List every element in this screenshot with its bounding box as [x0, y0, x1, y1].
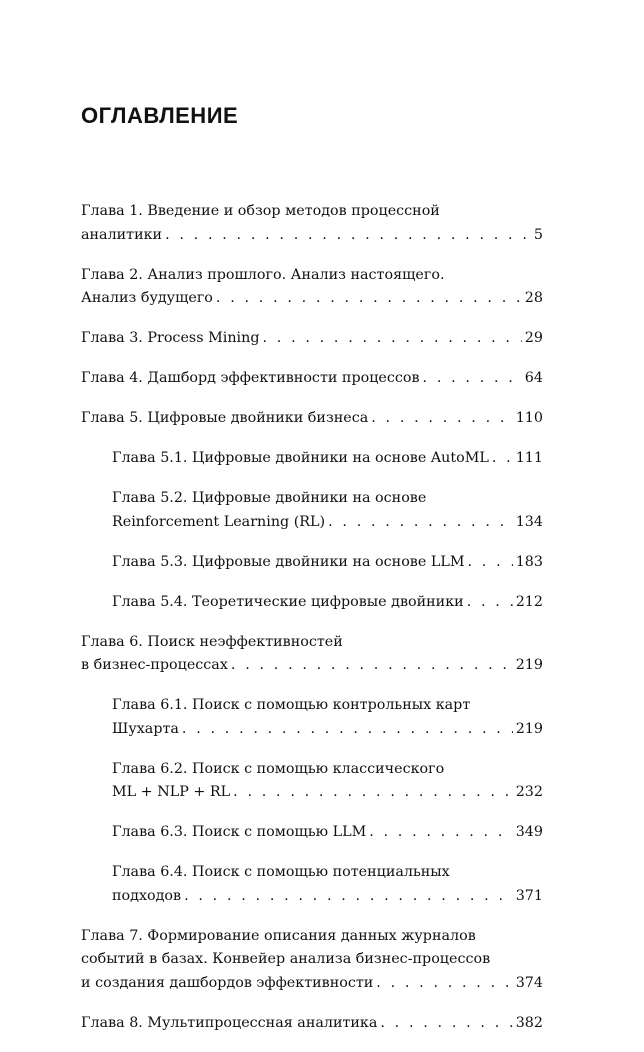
- toc-entry-line: [81, 1012, 543, 1036]
- toc-entry-title: Анализ будущего: [81, 290, 213, 306]
- toc-entry-line: [112, 718, 543, 742]
- dot-leader: [380, 1012, 512, 1036]
- toc-page-number: 349: [515, 824, 543, 840]
- toc-page-number: 232: [515, 784, 543, 800]
- toc-entry-title: Шухарта: [112, 720, 179, 737]
- dot-leader: [182, 718, 513, 742]
- toc-subentry[interactable]: [81, 861, 543, 908]
- toc-subentry[interactable]: [81, 591, 543, 615]
- dot-leader: [467, 591, 513, 615]
- toc-page-number: 382: [515, 1014, 543, 1031]
- toc-entry-title: Глава 5.1. Цифровые двойники на основе AutoML: [112, 450, 489, 466]
- toc-page-number: 219: [515, 657, 543, 673]
- toc-page-number: 219: [515, 720, 543, 737]
- toc-entry-line: событий в базах. Конвейер анализа бизнес-процессов: [81, 951, 491, 967]
- toc-subentry[interactable]: [81, 487, 543, 534]
- toc-entry-line: Глава 2. Анализ прошлого. Анализ настоящего.: [81, 266, 445, 283]
- dot-leader: [369, 821, 512, 845]
- toc-entry-line: [112, 551, 543, 575]
- dot-leader: [376, 972, 512, 996]
- toc-subentry[interactable]: [81, 694, 543, 741]
- dot-leader: [328, 511, 513, 535]
- toc-entry-line: [112, 781, 543, 805]
- dot-leader: [165, 224, 531, 248]
- toc-entry-line: [81, 224, 543, 248]
- toc-page-number: 374: [515, 974, 543, 991]
- toc-entry[interactable]: [81, 264, 543, 311]
- toc-entry-title: и создания дашбордов эффективности: [81, 974, 374, 991]
- toc-entry-title: аналитики: [81, 226, 163, 243]
- dot-leader: [231, 654, 513, 678]
- toc-subentry[interactable]: [81, 551, 543, 575]
- toc-entry[interactable]: [81, 1012, 543, 1036]
- toc-entry-title: Глава 5.3. Цифровые двойники на основе LLM: [112, 553, 465, 570]
- toc-subentry[interactable]: [81, 447, 543, 471]
- dot-leader: [467, 551, 512, 575]
- toc-entry-title: Глава 6.3. Поиск с помощью LLM: [112, 824, 367, 840]
- toc-entry[interactable]: [81, 631, 543, 678]
- toc-entry-line: Глава 7. Формирование описания данных журналов: [81, 927, 476, 944]
- toc-entry-line: Глава 6. Поиск неэффективностей: [81, 633, 343, 650]
- dot-leader: [233, 781, 513, 805]
- dot-leader: [262, 327, 521, 351]
- dot-leader: [216, 287, 522, 311]
- dot-leader: [184, 885, 513, 909]
- toc-entry-title: подходов: [112, 887, 182, 904]
- toc-entry-line: Глава 6.2. Поиск с помощью классического: [112, 760, 445, 777]
- toc-heading: ОГЛАВЛЕНИЕ: [81, 103, 239, 128]
- toc-entry-title: Глава 5.4. Теоретические цифровые двойники: [112, 593, 464, 610]
- table-of-contents: [81, 200, 543, 1052]
- toc-entry[interactable]: [81, 200, 543, 247]
- toc-entry-line: Глава 6.4. Поиск с помощью потенциальных: [112, 864, 450, 880]
- toc-entry-title: Глава 8. Мультипроцессная аналитика: [81, 1014, 378, 1031]
- toc-page-number: 212: [515, 593, 543, 610]
- toc-entry-line: [81, 972, 543, 996]
- toc-entry-title: ML + NLP + RL: [112, 784, 231, 800]
- toc-entry[interactable]: [81, 407, 543, 431]
- toc-entry-line: [112, 447, 543, 471]
- toc-entry-line: [112, 511, 543, 535]
- toc-entry[interactable]: [81, 327, 543, 351]
- toc-subentry[interactable]: [81, 758, 543, 805]
- toc-page-number: 5: [533, 226, 543, 243]
- toc-entry-line: Глава 5.2. Цифровые двойники на основе: [112, 490, 427, 506]
- toc-entry[interactable]: [81, 925, 543, 996]
- toc-page-number: 29: [524, 330, 543, 346]
- toc-entry-title: Глава 5. Цифровые двойники бизнеса: [81, 410, 369, 426]
- toc-entry-line: Глава 6.1. Поиск с помощью контрольных карт: [112, 697, 471, 713]
- toc-entry-line: [81, 407, 543, 431]
- toc-page-number: 134: [515, 513, 543, 530]
- toc-entry-title: Глава 3. Process Mining: [81, 330, 260, 346]
- toc-entry-title: Глава 4. Дашборд эффективности процессов: [81, 370, 420, 386]
- dot-leader: [371, 407, 512, 431]
- toc-entry-line: [81, 287, 543, 311]
- dot-leader: [492, 447, 513, 471]
- toc-page-number: 371: [515, 887, 543, 904]
- toc-entry-line: [112, 591, 543, 615]
- toc-entry-line: [112, 885, 543, 909]
- toc-entry-line: [81, 327, 543, 351]
- toc-page-number: 111: [515, 450, 543, 466]
- toc-entry-title: в бизнес-процессах: [81, 657, 228, 673]
- toc-entry-line: [112, 821, 543, 845]
- toc-page-number: 64: [524, 370, 543, 386]
- toc-page-number: 110: [515, 410, 543, 426]
- toc-page-number: 28: [524, 290, 543, 306]
- toc-entry-line: [81, 367, 543, 391]
- toc-entry[interactable]: [81, 367, 543, 391]
- toc-page-number: 183: [515, 553, 543, 570]
- toc-entry-line: [81, 654, 543, 678]
- dot-leader: [423, 367, 522, 391]
- toc-subentry[interactable]: [81, 821, 543, 845]
- toc-entry-line: Глава 1. Введение и обзор методов процессной: [81, 203, 440, 219]
- toc-entry-title: Reinforcement Learning (RL): [112, 513, 326, 530]
